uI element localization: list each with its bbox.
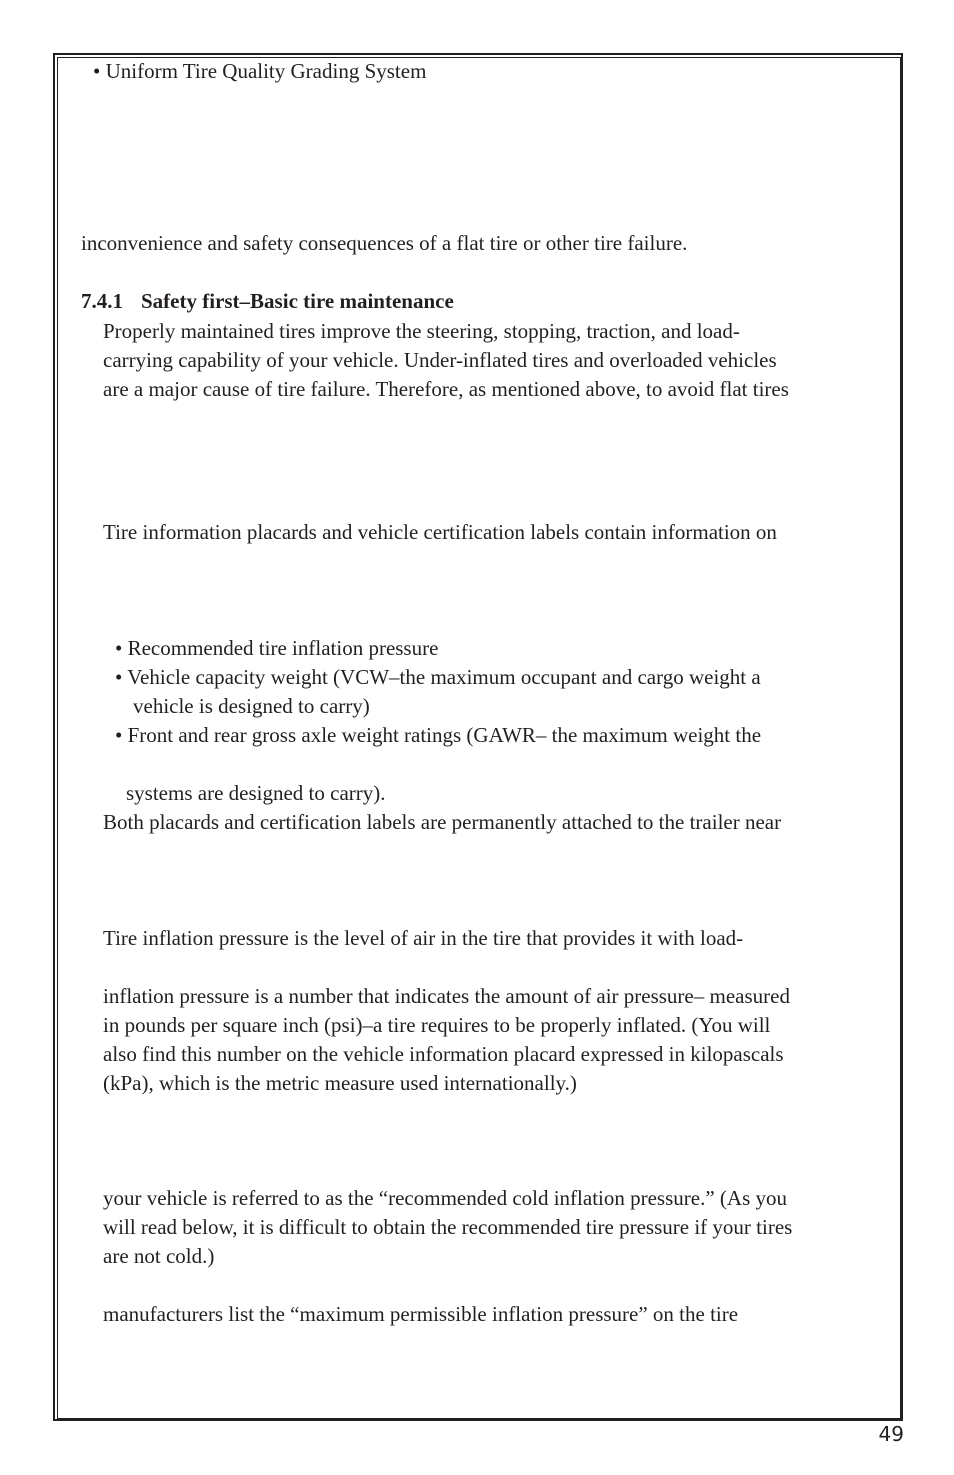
page-number: 49 [878, 1422, 904, 1446]
paragraph-line: are not cold.) [103, 1244, 215, 1268]
paragraph-line: your vehicle is referred to as the “recommended cold inflation pressure.” (As you [103, 1186, 787, 1210]
section-heading [81, 289, 454, 313]
section-number: 7.4.1 [81, 289, 123, 313]
paragraph-line: are a major cause of tire failure. Therefore, as mentioned above, to avoid flat tires [103, 377, 789, 401]
paragraph-line: carrying capability of your vehicle. Under-inflated tires and overloaded vehicles [103, 348, 777, 372]
paragraph-line: Tire inflation pressure is the level of air in the tire that provides it with load- [103, 926, 744, 950]
paragraph-line: manufacturers list the “maximum permissible inflation pressure” on the tire [103, 1302, 739, 1326]
bullet-gawr: • Front and rear gross axle weight ratings (GAWR– the maximum weight the [115, 723, 762, 747]
bullet-continuation: vehicle is designed to carry) [133, 694, 370, 718]
bullet-inflation-pressure: • Recommended tire inflation pressure [115, 636, 439, 660]
bullet-utqgs: • Uniform Tire Quality Grading System [93, 59, 427, 83]
paragraph-line: (kPa), which is the metric measure used internationally.) [103, 1071, 577, 1095]
paragraph-line: Properly maintained tires improve the steering, stopping, traction, and load- [103, 319, 740, 343]
paragraph-line: will read below, it is difficult to obtain the recommended tire pressure if your tires [103, 1215, 793, 1239]
bullet-continuation: systems are designed to carry). [126, 781, 386, 805]
paragraph-line: Tire information placards and vehicle certification labels contain information on [103, 520, 777, 544]
bullet-vehicle-capacity: • Vehicle capacity weight (VCW–the maximum occupant and cargo weight a [115, 665, 761, 689]
paragraph-line: in pounds per square inch (psi)–a tire requires to be properly inflated. (You will [103, 1013, 771, 1037]
section-title: Safety first–Basic tire maintenance [141, 289, 454, 313]
paragraph-line: Both placards and certification labels are permanently attached to the trailer near [103, 810, 782, 834]
paragraph-line: inconvenience and safety consequences of a flat tire or other tire failure. [81, 231, 688, 255]
paragraph-line: inflation pressure is a number that indicates the amount of air pressure– measured [103, 984, 790, 1008]
paragraph-line: also find this number on the vehicle information placard expressed in kilopascals [103, 1042, 784, 1066]
